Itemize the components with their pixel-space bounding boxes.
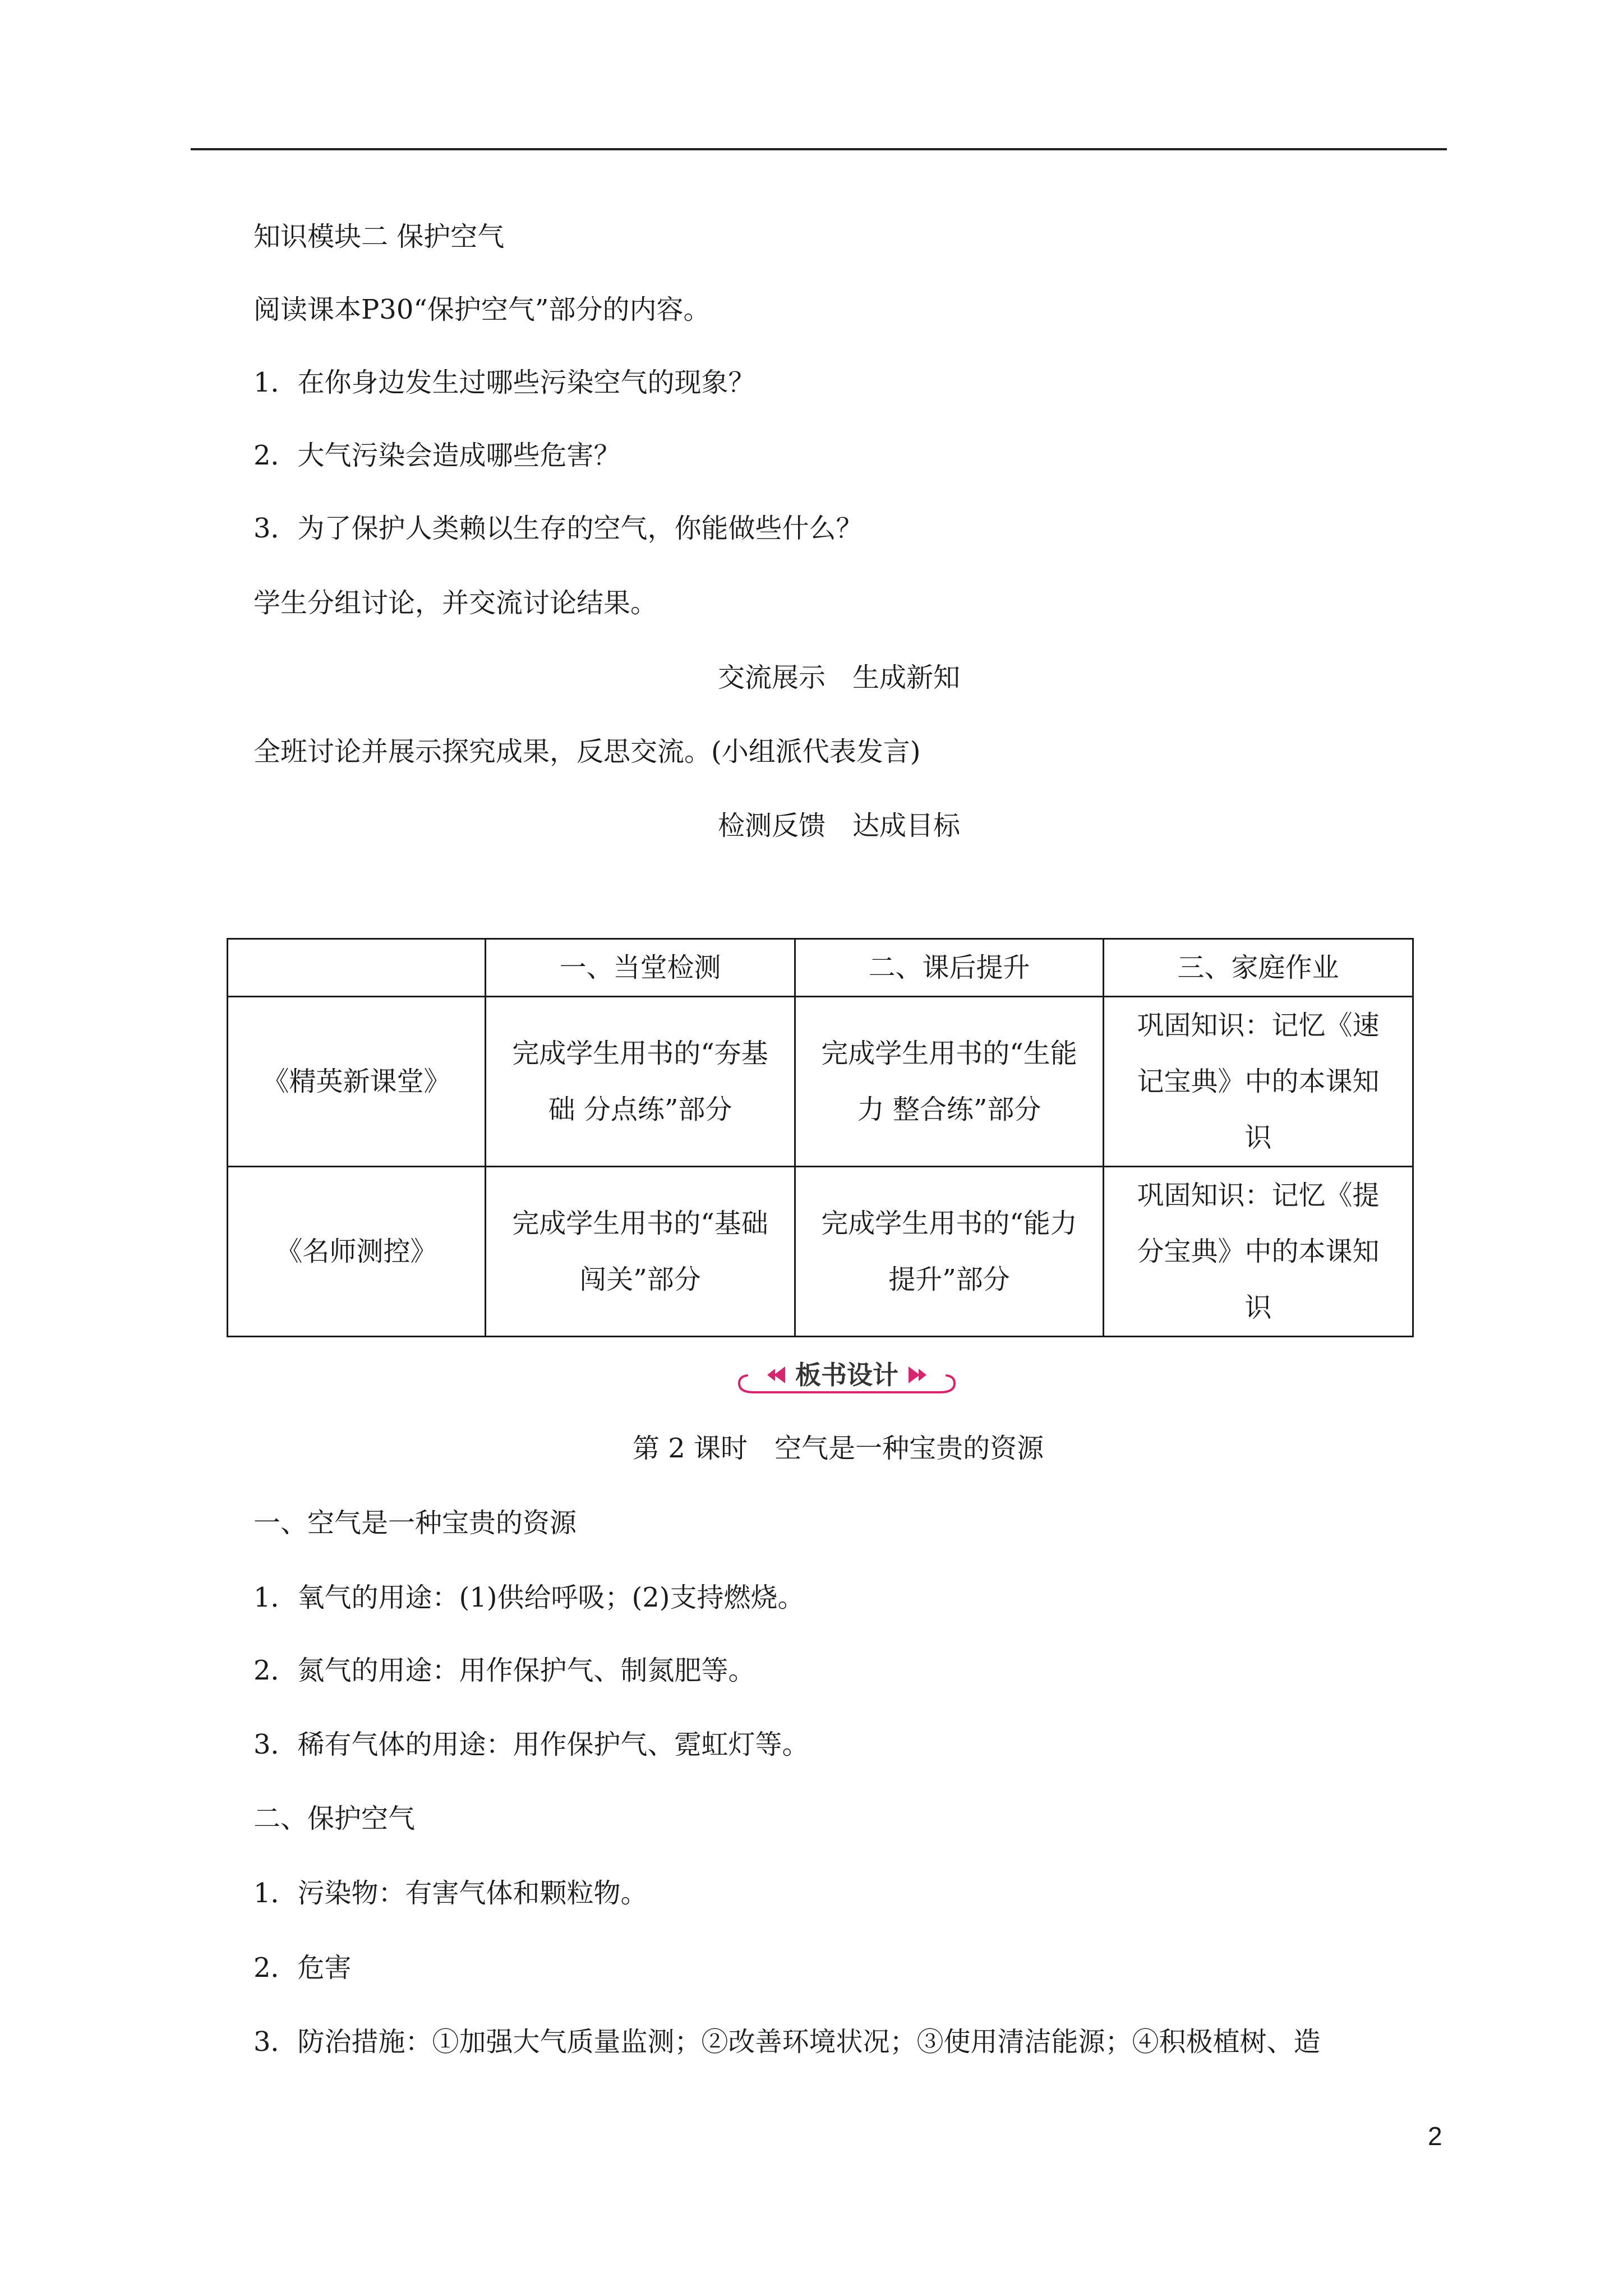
module-heading: 知识模块二 保护空气 [253, 221, 505, 252]
question-2: 2．大气污染会造成哪些危害？ [253, 440, 621, 471]
reading-instruction: 阅读课本P30“保护空气”部分的内容。 [253, 294, 711, 325]
table-row [228, 997, 1413, 1167]
section-exchange-part1: 交流展示 [718, 662, 826, 693]
section2-item-3: 3．防治措施：①加强大气质量监测；②改善环境状况；③使用清洁能源；④积极植树、造 [253, 2026, 1321, 2058]
lesson-title-part2: 空气是一种宝贵的资源 [774, 1433, 1044, 1464]
section2-item-1: 1．污染物：有害气体和颗粒物。 [253, 1878, 648, 1909]
lesson-title [633, 1432, 1044, 1465]
section1-heading: 一、空气是一种宝贵的资源 [253, 1507, 577, 1539]
question-3: 3．为了保护人类赖以生存的空气，你能做些什么？ [253, 513, 863, 544]
table-cell-homework: 巩固知识：记忆《提分宝典》中的本课知识 [1104, 1167, 1413, 1337]
table-cell-after-class: 完成学生用书的“生能力 整合练”部分 [795, 997, 1104, 1167]
section1-item-3: 3．稀有气体的用途：用作保护气、霓虹灯等。 [253, 1729, 809, 1760]
table-header-cell [228, 939, 486, 997]
page-number: 2 [1428, 2122, 1442, 2151]
section1-item-1: 1．氧气的用途：(1)供给呼吸；(2)支持燃烧。 [253, 1582, 805, 1613]
class-discussion: 全班讨论并展示探究成果，反思交流。(小组派代表发言) [253, 736, 921, 767]
header-rule [191, 148, 1447, 150]
table-cell-after-class: 完成学生用书的“能力提升”部分 [795, 1167, 1104, 1337]
section-exchange-part2: 生成新知 [852, 662, 961, 693]
table-header-cell: 三、家庭作业 [1104, 939, 1413, 997]
table-row [228, 1167, 1413, 1337]
section2-heading: 二、保护空气 [253, 1803, 416, 1834]
section-exchange-heading [718, 661, 960, 694]
group-discussion: 学生分组讨论，并交流讨论结果。 [253, 587, 658, 619]
table-header-row [228, 939, 1413, 997]
board-design-label: 板书设计 [795, 1360, 898, 1390]
table-cell-homework: 巩固知识：记忆《速记宝典》中的本课知识 [1104, 997, 1413, 1167]
section-feedback-part1: 检测反馈 [718, 810, 826, 841]
question-1: 1．在你身边发生过哪些污染空气的现象？ [253, 367, 755, 398]
table-header-cell: 一、当堂检测 [486, 939, 795, 997]
section2-item-2: 2．危害 [253, 1952, 352, 1984]
lesson-title-part1: 第 2 课时 [633, 1433, 748, 1464]
table-cell-book: 《精英新课堂》 [228, 997, 486, 1167]
table-cell-book: 《名师测控》 [228, 1167, 486, 1337]
table-header-cell: 二、课后提升 [795, 939, 1104, 997]
table-cell-in-class: 完成学生用书的“夯基础 分点练”部分 [486, 997, 795, 1167]
section-feedback-heading [718, 809, 960, 843]
table-cell-in-class: 完成学生用书的“基础闯关”部分 [486, 1167, 795, 1337]
section1-item-2: 2．氮气的用途：用作保护气、制氮肥等。 [253, 1655, 755, 1686]
board-design-badge [735, 1355, 959, 1402]
section-feedback-part2: 达成目标 [852, 810, 961, 841]
homework-table [227, 938, 1414, 1337]
